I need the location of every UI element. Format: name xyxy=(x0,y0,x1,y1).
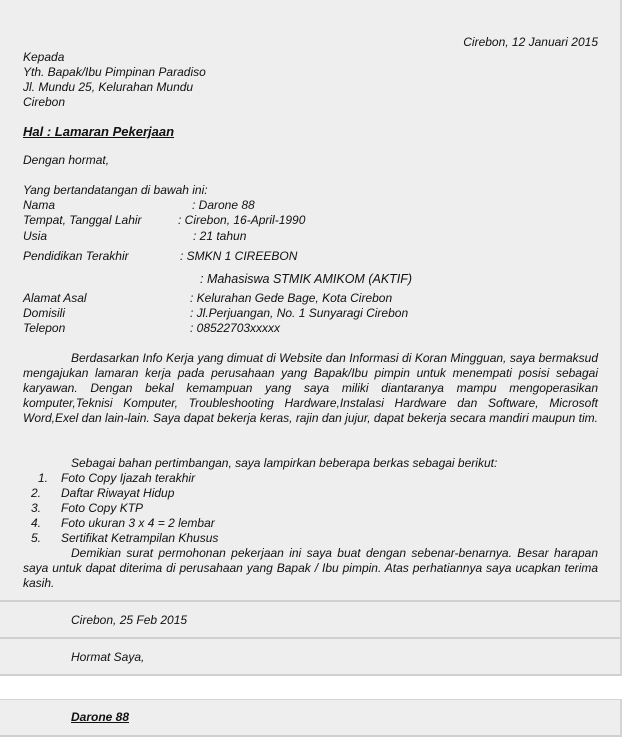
sign-date: Cirebon, 25 Feb 2015 xyxy=(71,613,188,627)
letter-date: Cirebon, 12 Januari 2015 xyxy=(463,35,598,49)
field-value: : 08522703xxxxx xyxy=(190,321,281,335)
field-label: Domisili xyxy=(23,306,65,320)
signature-name: Darone 88 xyxy=(71,710,130,724)
sign-date-row xyxy=(0,602,622,639)
attachment-number: 3. xyxy=(31,501,42,515)
recipient-line: Yth. Bapak/Ibu Pimpinan Paradiso xyxy=(23,65,206,79)
field-label: Nama xyxy=(23,198,56,212)
attachment-item xyxy=(23,471,195,486)
field-label: Tempat, Tanggal Lahir xyxy=(23,213,142,227)
attachment-number: 1. xyxy=(38,471,49,485)
sign-off: Hormat Saya, xyxy=(71,650,145,664)
subject: Hal : Lamaran Pekerjaan xyxy=(23,124,175,139)
field-value: : Cirebon, 16-April-1990 xyxy=(178,213,306,227)
field-value: : 21 tahun xyxy=(193,229,247,243)
paragraph-attachments xyxy=(23,456,598,471)
attachment-item xyxy=(23,501,143,516)
recipient-line: Cirebon xyxy=(23,95,66,109)
field-value: : Jl.Perjuangan, No. 1 Sunyaragi Cirebon xyxy=(190,306,409,320)
attachment-item xyxy=(23,516,215,531)
attachment-item xyxy=(23,486,174,501)
greeting: Dengan hormat, xyxy=(23,153,110,167)
attachment-item xyxy=(23,531,218,546)
attachment-number: 4. xyxy=(31,516,42,530)
attachment-text: Daftar Riwayat Hidup xyxy=(61,486,175,500)
attachment-number: 5. xyxy=(31,531,42,545)
recipient-line: Jl. Mundu 25, Kelurahan Mundu xyxy=(23,80,194,94)
recipient-line: Kepada xyxy=(23,50,65,64)
paragraph-closing xyxy=(23,546,598,591)
sign-off-row xyxy=(0,639,622,676)
attachment-text: Foto ukuran 3 x 4 = 2 lembar xyxy=(61,516,215,530)
paragraph-text: Demikian surat permohonan pekerjaan ini saya buat dengan sebenar-benarnya. Besar harapan saya untuk dapat diterima di perusahaan yang Bapak / Ibu pimpin. Atas perhatiannya saya ucapkan terima kasih. xyxy=(23,546,598,590)
paragraph-text: Berdasarkan Info Kerja yang dimuat di Website dan Informasi di Koran Mingguan, saya bermaksud mengajukan lamaran kerja pada perusahaan yang Bapak/Ibu pimpin untuk menempati posisi sebagai karyawan. Dengan bekal kemampuan yang saya miliki diantaranya mampu mengoperasikan komputer,Teknisi Komputer, Troubleshooting Hardware,Instalasi Hardware dan Software, Microsoft Word,Exel dan lain-lain. Saya dapat bekerja keras, rajin dan jujur, dapat bekerja secara mandiri maupun tim. xyxy=(23,351,598,425)
field-value: : SMKN 1 CIREEBON xyxy=(180,249,298,263)
field-label: Usia xyxy=(23,229,48,243)
field-label: Alamat Asal xyxy=(23,291,87,305)
intro: Yang bertandatangan di bawah ini: xyxy=(23,183,208,197)
field-value: : Kelurahan Gede Bage, Kota Cirebon xyxy=(190,291,393,305)
attachment-text: Sertifikat Ketrampilan Khusus xyxy=(61,531,219,545)
paragraph-intro xyxy=(23,351,598,426)
attachment-text: Foto Copy Ijazah terakhir xyxy=(61,471,196,485)
signature-row xyxy=(0,699,622,737)
paragraph-text: Sebagai bahan pertimbangan, saya lampirkan beberapa berkas sebagai berikut: xyxy=(71,456,498,470)
field-value: : Darone 88 xyxy=(192,198,255,212)
attachment-number: 2. xyxy=(31,486,42,500)
field-value: : Mahasiswa STMIK AMIKOM (AKTIF) xyxy=(200,272,413,286)
attachment-text: Foto Copy KTP xyxy=(61,501,144,515)
field-label: Pendidikan Terakhir xyxy=(23,249,129,263)
field-label: Telepon xyxy=(23,321,66,335)
